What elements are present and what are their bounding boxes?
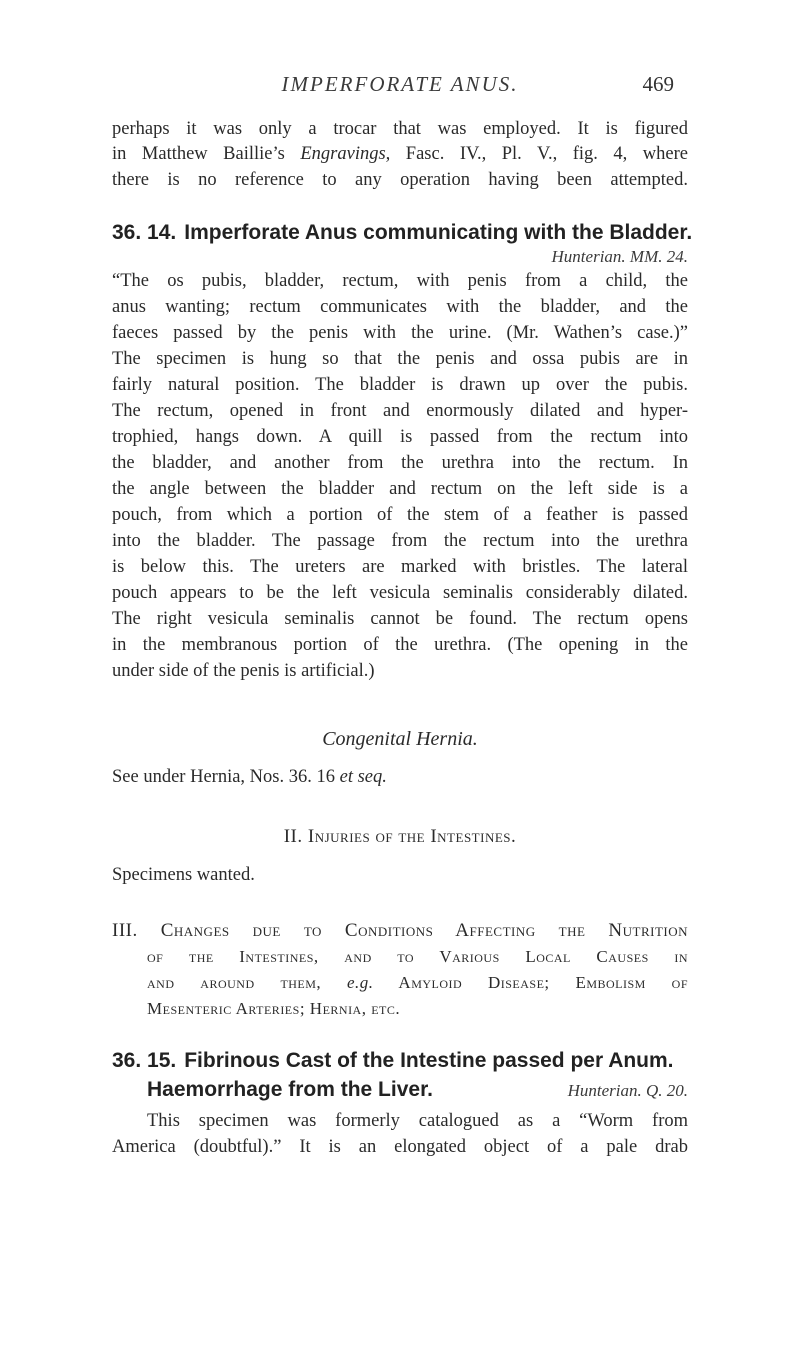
body-line: pouch, from which a portion of the stem of a feather is passed <box>112 505 688 525</box>
body-line: faeces passed by the penis with the urine. (Mr. Wathen’s case.)” <box>112 323 688 343</box>
intro-line: there is no reference to any operation having been attempted. <box>112 170 688 190</box>
body-line: The rectum, opened in front and enormously dilated and hyper- <box>112 401 688 421</box>
section-source: Hunterian. MM. 24. <box>551 247 688 266</box>
section-source: Hunterian. Q. 20. <box>567 1081 688 1100</box>
part-heading: Mesenteric Arteries; Hernia, etc. <box>147 999 401 1018</box>
running-head <box>0 72 800 102</box>
section-title: Imperforate Anus communicating with the Bladder. <box>184 221 693 244</box>
body-line: is below this. The ureters are marked with bristles. The lateral <box>112 557 688 577</box>
part-note: Specimens wanted. <box>112 865 255 885</box>
body-line: pouch appears to be the left vesicula seminalis considerably dilated. <box>112 583 688 603</box>
part-heading: II. Injuries of the Intestines. <box>283 826 517 847</box>
body-line: the bladder, and another from the urethra into the rectum. In <box>112 453 688 473</box>
section-heading <box>112 222 692 244</box>
running-title: IMPERFORATE ANUS. <box>281 72 519 96</box>
section-title-continued: Haemorrhage from the Liver. <box>147 1078 433 1101</box>
part-heading: III. Changes due to Conditions Affecting the Nutrition <box>112 920 688 941</box>
intro-line: in Matthew Baillie’s Engravings, Fasc. IV., Pl. V., fig. 4, where <box>112 144 688 164</box>
section-heading <box>112 1050 674 1072</box>
part-heading: and around them, e.g. Amyloid Disease; Embolism of <box>147 973 688 992</box>
body-line: anus wanting; rectum communicates with the bladder, and the <box>112 297 688 317</box>
body-line: fairly natural position. The bladder is drawn up over the pubis. <box>112 375 688 395</box>
page-number: 469 <box>642 72 674 96</box>
body-line: “The os pubis, bladder, rectum, with penis from a child, the <box>112 271 688 291</box>
body-line: in the membranous portion of the urethra. (The opening in the <box>112 635 688 655</box>
subsection-title: Congenital Hernia. <box>322 728 478 750</box>
body-line: America (doubtful).” It is an elongated object of a pale drab <box>112 1137 688 1157</box>
section-number: 36. 14. <box>112 221 177 244</box>
body-line: This specimen was formerly catalogued as a “Worm from <box>147 1111 688 1131</box>
section-heading <box>147 1079 688 1101</box>
intro-line: perhaps it was only a trocar that was employed. It is figured <box>112 119 688 139</box>
body-line: the angle between the bladder and rectum on the left side is a <box>112 479 688 499</box>
part-heading: of the Intestines, and to Various Local Causes in <box>147 947 688 966</box>
body-line: trophied, hangs down. A quill is passed from the rectum into <box>112 427 688 447</box>
body-line: under side of the penis is artificial.) <box>112 661 375 681</box>
section-title: Fibrinous Cast of the Intestine passed per Anum. <box>184 1049 674 1072</box>
body-line: The right vesicula seminalis cannot be found. The rectum opens <box>112 609 688 629</box>
section-number: 36. 15. <box>112 1049 177 1072</box>
cross-reference: See under Hernia, Nos. 36. 16 et seq. <box>112 767 387 787</box>
body-line: into the bladder. The passage from the rectum into the urethra <box>112 531 688 551</box>
body-line: The specimen is hung so that the penis and ossa pubis are in <box>112 349 688 369</box>
